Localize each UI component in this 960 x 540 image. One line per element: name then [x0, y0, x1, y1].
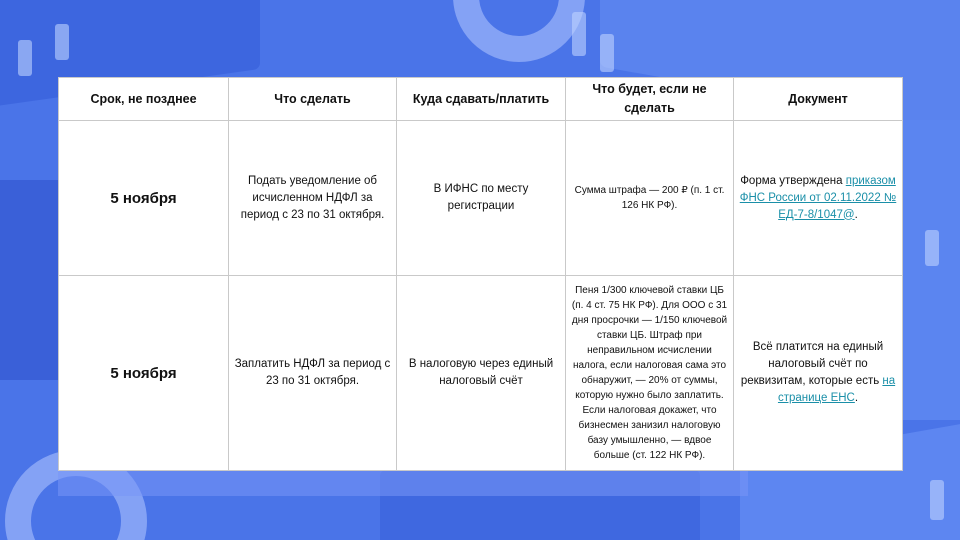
ens-page-link[interactable]: на странице ЕНС: [777, 375, 896, 404]
document-suffix: .: [854, 392, 859, 404]
table-header-row: [59, 78, 903, 121]
order-link[interactable]: приказом ФНС России от 02.11.2022 № ЕД-7-8/1047@: [739, 174, 897, 221]
table-row: [59, 121, 903, 276]
document-cell: [734, 121, 903, 276]
penalty-cell: Пеня 1/300 ключевой ставки ЦБ (п. 4 ст. 75 НК РФ). Для ООО с 31 дня просрочки — 1/150 ключевой ставки ЦБ. Штраф при неправильном исчислении налога, если налоговая сама это обнаружит, — 20% от суммы, которую нужно было заплатить. Если налоговая докажет, что бизнесмен занизил налоговую базу умышленно, — вдвое больше (ст. 122 НК РФ).: [566, 276, 734, 471]
deadline-cell: 5 ноября: [59, 121, 229, 276]
header-deadline: Срок, не позднее: [59, 78, 229, 121]
penalty-cell: Сумма штрафа — 200 ₽ (п. 1 ст. 126 НК РФ).: [566, 121, 734, 276]
where-cell: В ИФНС по месту регистрации: [397, 121, 566, 276]
action-cell: Подать уведомление об исчисленном НДФЛ за период с 23 по 31 октября.: [229, 121, 397, 276]
header-action: Что сделать: [229, 78, 397, 121]
deadline-cell: 5 ноября: [59, 276, 229, 471]
header-document: Документ: [734, 78, 903, 121]
document-cell: [734, 276, 903, 471]
action-cell: Заплатить НДФЛ за период с 23 по 31 октября.: [229, 276, 397, 471]
document-suffix: .: [854, 208, 858, 221]
document-text: Всё платится на единый налоговый счёт по реквизитам, которые есть: [740, 341, 884, 387]
header-penalty: Что будет, если не сделать: [566, 78, 734, 121]
table-row: [59, 276, 903, 471]
header-where: Куда сдавать/платить: [397, 78, 566, 121]
document-text: Форма утверждена: [740, 174, 846, 187]
tax-schedule-table: [58, 77, 903, 471]
where-cell: В налоговую через единый налоговый счёт: [397, 276, 566, 471]
